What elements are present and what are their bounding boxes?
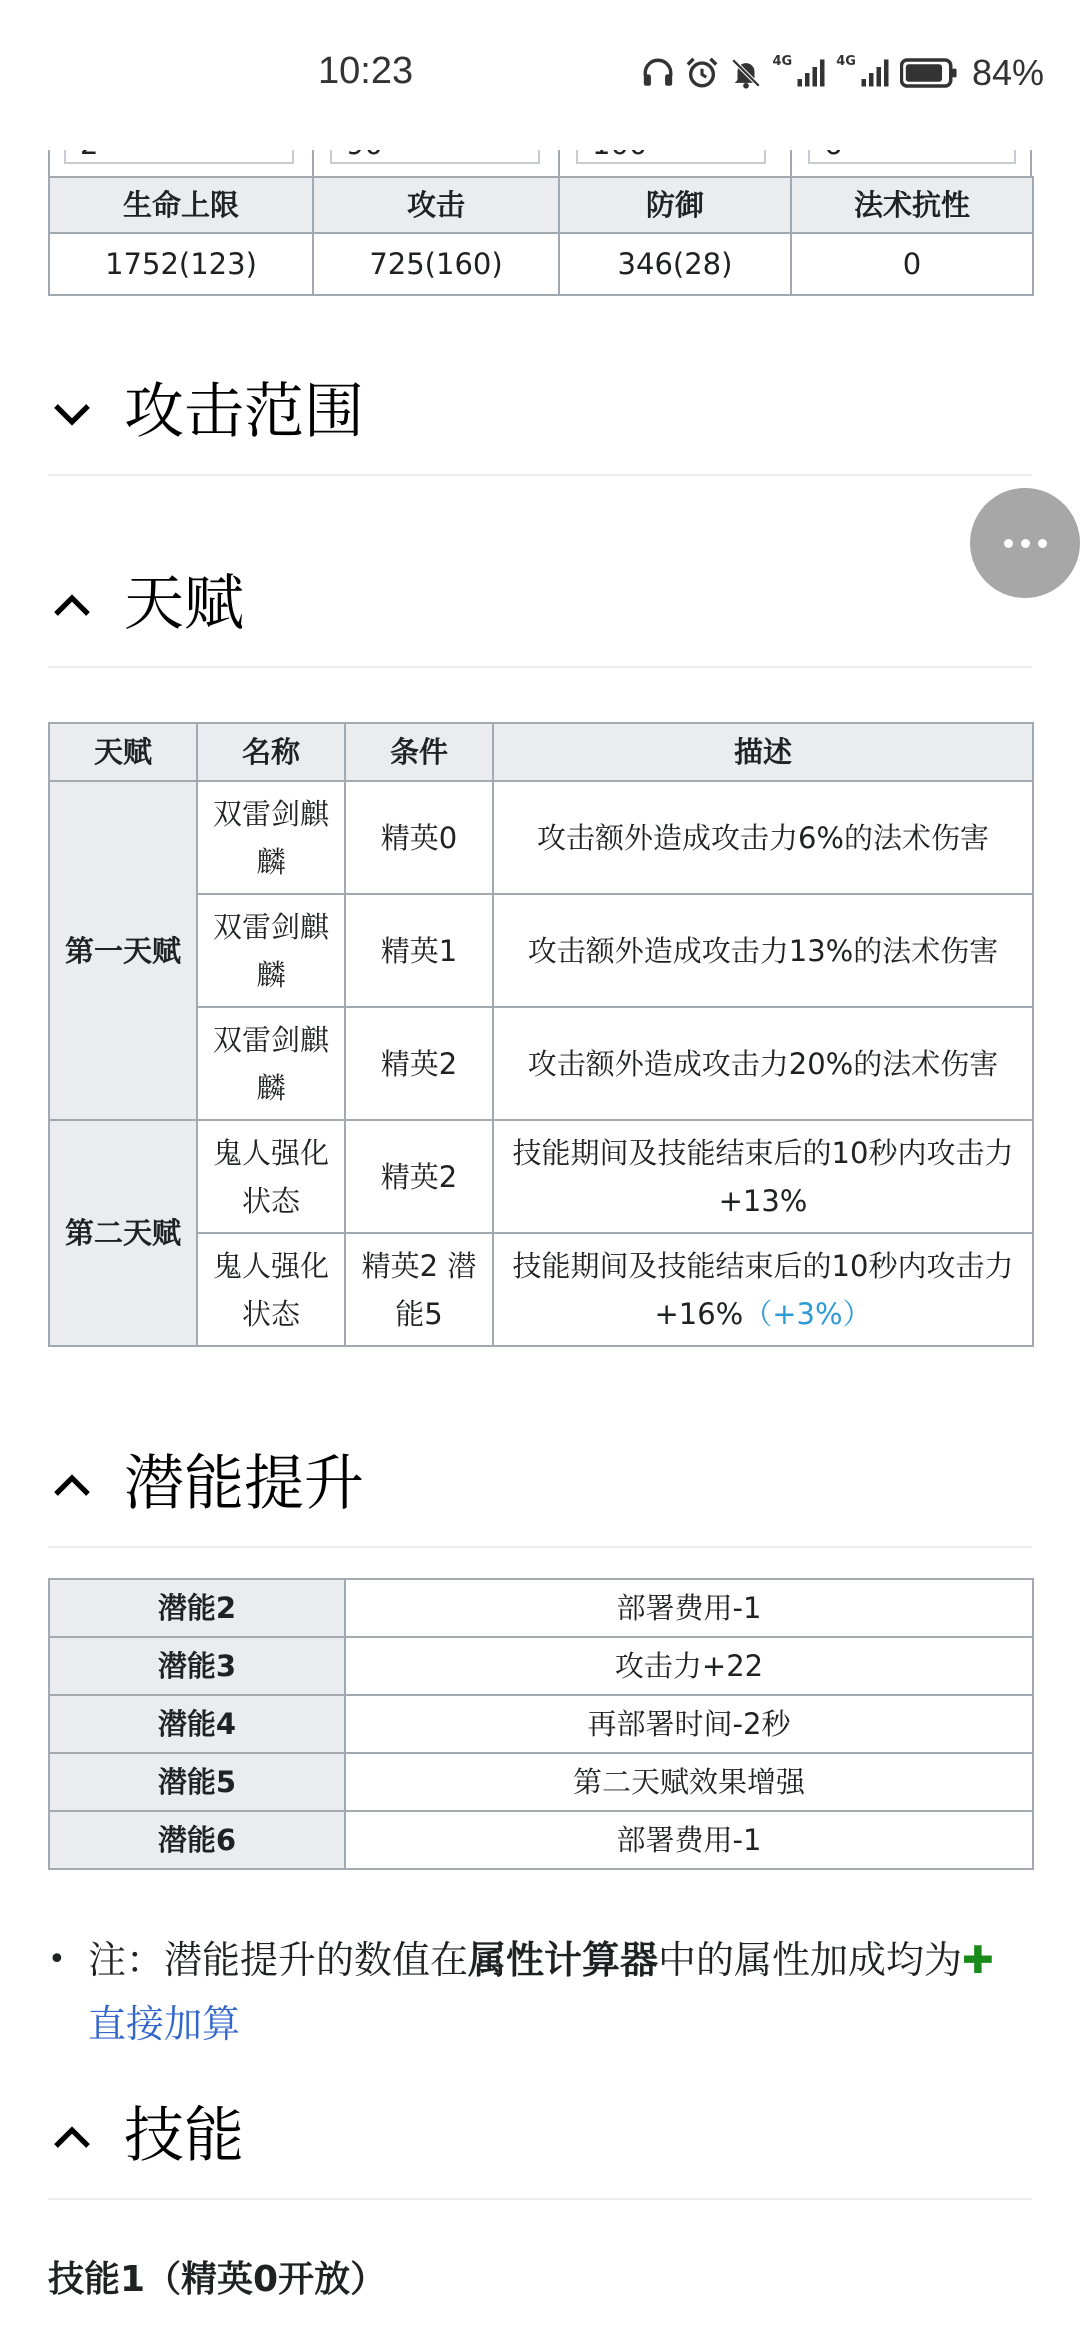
talent-desc-cell — [493, 1233, 1033, 1346]
dot-icon — [1038, 539, 1047, 548]
dot-icon — [1021, 539, 1030, 548]
potential-effect: 攻击力+22 — [345, 1637, 1033, 1695]
network-label-1: 4G — [772, 53, 793, 69]
battery-percent: 84% — [971, 52, 1044, 93]
talent-row — [49, 1007, 1033, 1120]
talent-name: 鬼人强化状态 — [197, 1120, 345, 1233]
status-time: 10:23 — [318, 50, 414, 92]
skill1-title: 技能1（精英0开放） — [48, 2259, 387, 2300]
note-middle: 中的属性加成均为 — [658, 1938, 963, 1982]
dot-icon — [1004, 539, 1013, 548]
talent-header-talent: 天赋 — [49, 723, 197, 781]
talent-header-row — [49, 723, 1033, 781]
talent-header-cond: 条件 — [345, 723, 493, 781]
potential-level: 潜能4 — [49, 1695, 345, 1753]
battery-icon — [900, 57, 958, 89]
potential-effect: 部署费用-1 — [345, 1579, 1033, 1637]
headphones-icon — [641, 56, 675, 90]
talent-cond: 精英2 — [345, 1007, 493, 1120]
talent-cond: 精英0 — [345, 781, 493, 894]
talent-group-second: 第二天赋 — [49, 1120, 197, 1346]
stats-table — [48, 176, 1034, 296]
talent-desc: 攻击额外造成攻击力20%的法术伤害 — [493, 1007, 1033, 1120]
talent-row — [49, 781, 1033, 894]
talent-desc: 技能期间及技能结束后的10秒内攻击力+13% — [493, 1120, 1033, 1233]
stats-header-hp: 生命上限 — [49, 177, 313, 233]
potential-table — [48, 1578, 1034, 1870]
potential-effect: 部署费用-1 — [345, 1811, 1033, 1869]
section-skills[interactable] — [48, 2078, 1032, 2200]
talent-name: 双雷剑麒麟 — [197, 781, 345, 894]
talent-cond: 精英2 潜能5 — [345, 1233, 493, 1346]
signal-icon-2 — [860, 58, 890, 88]
talent-table — [48, 722, 1034, 1347]
potential-note — [48, 1928, 1032, 2056]
alarm-icon — [685, 56, 719, 90]
section-talent[interactable] — [48, 546, 1032, 668]
potential-row — [49, 1811, 1033, 1869]
potential-row — [49, 1753, 1033, 1811]
bullet: • — [48, 1942, 66, 1977]
stats-header-res: 法术抗性 — [791, 177, 1033, 233]
stats-value-hp: 1752(123) — [49, 233, 313, 295]
section-title-skills: 技能 — [124, 2101, 244, 2171]
talent-header-desc: 描述 — [493, 723, 1033, 781]
note-calculator-term: 属性计算器 — [468, 1938, 659, 1982]
note-prefix: 注：潜能提升的数值在 — [88, 1938, 469, 1982]
stats-value-atk: 725(160) — [313, 233, 559, 295]
section-title-potential: 潜能提升 — [124, 1449, 364, 1519]
chevron-up-icon[interactable] — [48, 2114, 96, 2162]
mute-bell-icon — [729, 56, 763, 90]
section-title-talent: 天赋 — [124, 569, 244, 639]
talent-cond: 精英1 — [345, 894, 493, 1007]
talent-desc: 技能期间及技能结束后的10秒内攻击力+16% — [512, 1248, 1014, 1331]
stats-header-row — [49, 177, 1033, 233]
talent-cond: 精英2 — [345, 1120, 493, 1233]
talent-name: 双雷剑麒麟 — [197, 894, 345, 1007]
potential-level: 潜能3 — [49, 1637, 345, 1695]
stats-header-def: 防御 — [559, 177, 791, 233]
talent-row — [49, 894, 1033, 1007]
potential-row — [49, 1637, 1033, 1695]
talent-name: 鬼人强化状态 — [197, 1233, 345, 1346]
stats-value-row — [49, 233, 1033, 295]
talent-name: 双雷剑麒麟 — [197, 1007, 345, 1120]
talent-desc: 攻击额外造成攻击力6%的法术伤害 — [493, 781, 1033, 894]
potential-row — [49, 1695, 1033, 1753]
chevron-down-icon[interactable] — [48, 390, 96, 438]
section-title-attack-range: 攻击范围 — [124, 377, 364, 447]
network-label-2: 4G — [836, 53, 856, 69]
chevron-up-icon[interactable] — [48, 582, 96, 630]
plus-icon: ✚ — [962, 1938, 994, 1982]
signal-icon-1 — [796, 58, 826, 88]
more-options-button[interactable] — [970, 488, 1080, 598]
section-potential[interactable] — [48, 1426, 1032, 1548]
talent-group-first: 第一天赋 — [49, 781, 197, 1120]
talent-header-name: 名称 — [197, 723, 345, 781]
stats-value-def: 346(28) — [559, 233, 791, 295]
status-bar — [0, 0, 1080, 150]
potential-row — [49, 1579, 1033, 1637]
stats-header-atk: 攻击 — [313, 177, 559, 233]
status-icons — [641, 52, 1045, 94]
direct-add-link[interactable]: 直接加算 — [88, 2002, 241, 2046]
section-attack-range[interactable] — [48, 354, 1032, 476]
talent-desc: 攻击额外造成攻击力13%的法术伤害 — [493, 894, 1033, 1007]
potential-level: 潜能2 — [49, 1579, 345, 1637]
chevron-up-icon[interactable] — [48, 1462, 96, 1510]
talent-row — [49, 1120, 1033, 1233]
potential-level: 潜能6 — [49, 1811, 345, 1869]
talent-desc-bonus: （+3%） — [743, 1296, 872, 1331]
potential-level: 潜能5 — [49, 1753, 345, 1811]
stats-value-res: 0 — [791, 233, 1033, 295]
talent-row — [49, 1233, 1033, 1346]
potential-effect: 第二天赋效果增强 — [345, 1753, 1033, 1811]
potential-effect: 再部署时间-2秒 — [345, 1695, 1033, 1753]
